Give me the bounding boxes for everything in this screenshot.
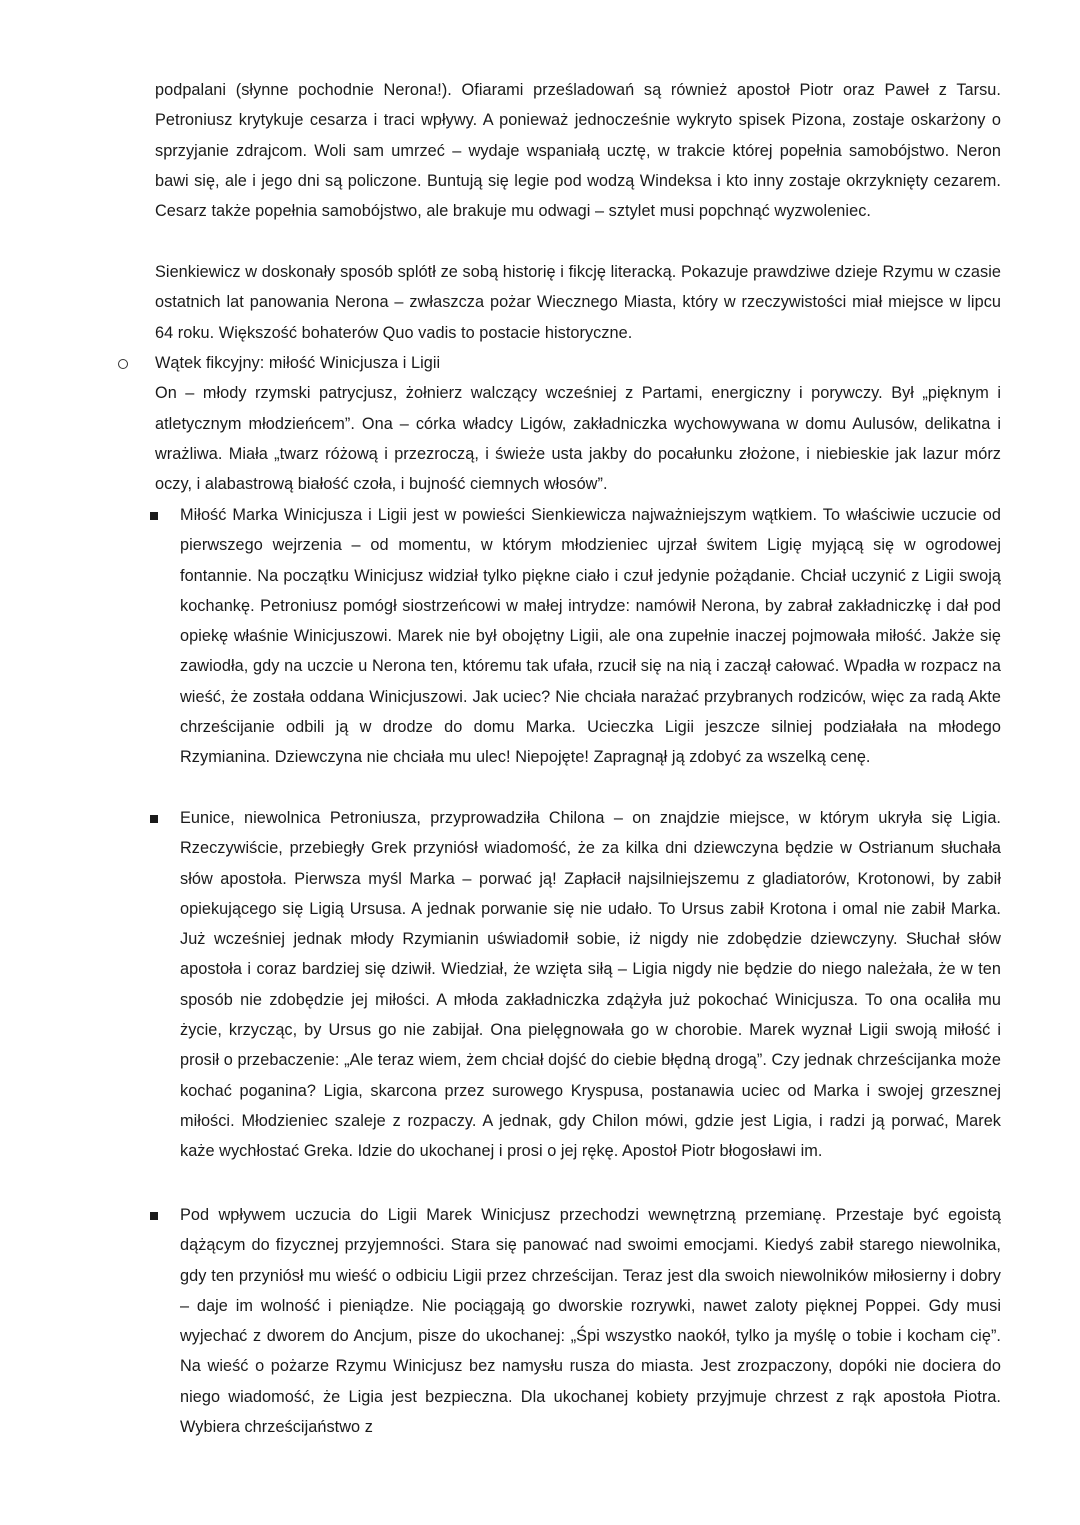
- list-item-text: Eunice, niewolnica Petroniusza, przyprowadziła Chilona – on znajdzie miejsce, w którym ukryła się Ligia. Rzeczywiście, przebiegły Grek przyniósł wiadomość, że za kilka dni dziewczyna będzie w Ostrianum słuchała słów apostoła. Pierwsza myśl Marka – porwać ją! Zapłacił najsilniejszemu z gladiatorów, Krotonowi, by zabił opiekującego się Ligią Ursusa. A jednak porwanie się nie udało. To Ursus zabił Krotona i omal nie zabił Marka. Już wcześniej jednak młody Rzymianin uświadomił sobie, iż nigdy nie zdobędzie dziewczyny. Słuchał słów apostoła i coraz bardziej się dziwił. Wiedział, że wzięta siłą – Ligia nigdy nie będzie do niego należała, że w ten sposób nie zdobędzie jej miłości. A młoda zakładniczka zdążyła już pokochać Winicjusza. To ona ocaliła mu życie, krzycząc, by Ursus go nie zabijał. Ona pielęgnowała go w chorobie. Marek wyznał Ligii swoją miłość i prosił o przebaczenie: „Ale teraz wiem, żem chciał dojść do ciebie błędną drogą”. Czy jednak chrześcijanka może kochać poganina? Ligia, skarcona przez surowego Kryspusa, postanawia uciec od Marka i swojej grzesznej miłości. Młodzieniec szaleje z rozpaczy. A jednak, gdy Chilon mówi, gdzie jest Ligia, i radzi ją porwać, Marek każe wychłostać Greka. Idzie do ukochanej i prosi o jej rękę. Apostoł Piotr błogosławi im.: [180, 809, 1001, 1161]
- paragraph-characters: On – młody rzymski patrycjusz, żołnierz walczący wcześniej z Partami, energiczny i porywczy. Był „pięknym i atletycznym młodzieńcem”. Ona – córka władcy Ligów, zakładniczka wychowywana w domu Aulusów, delikatna i wrażliwa. Miała „twarz różową i przezroczą, i świeże usta jakby do pocałunku złożone, i niebieskie jak lazur mórz oczy, i alabastrową białość czoła, i bujność ciemnych włosów”.: [155, 384, 1001, 494]
- list-item-transformation: [180, 1200, 1001, 1442]
- paragraph-text: podpalani (słynne pochodnie Nerona!). Ofiarami prześladowań są również apostoł Piotr oraz Paweł z Tarsu. Petroniusz krytykuje cesarza i traci wpływy. A ponieważ jednocześnie wykryto spisek Pizona, zostaje oskarżony o sprzyjanie zdrajcom. Woli sam umrzeć – wydaje wspaniałą ucztę, w trakcie której popełnia samobójstwo. Neron bawi się, ale i jego dni są policzone. Buntują się legie pod wodzą Windeksa i kto inny zostaje okrzyknięty cezarem. Cesarz także popełnia samobójstwo, ale brakuje mu odwagi – sztylet musi popchnąć wyzwoleniec.: [155, 81, 1001, 221]
- paragraph-history-and-fiction: [155, 257, 1001, 348]
- list-item-love-story: [180, 500, 1001, 773]
- paragraph-neron-downfall: [155, 75, 1001, 226]
- section-fictional-plot: [155, 348, 1001, 499]
- section-heading: Wątek fikcyjny: miłość Winicjusza i Ligii: [155, 354, 441, 372]
- list-item-text: Pod wpływem uczucia do Ligii Marek Winicjusz przechodzi wewnętrzną przemianę. Przestaje być egoistą dążącym do fizycznej przyjemności. Stara się panować nad swoimi emocjami. Kiedyś zabił starego niewolnika, gdy ten przyniósł mu wieść o odbiciu Ligii przez chrześcijan. Teraz jest dla swoich niewolników miłosierny i dobry – daje im wolność i pieniądze. Nie pociągają go dworskie rozrywki, nawet zaloty pięknej Poppei. Gdy musi wyjechać z dworem do Ancjum, pisze do ukochanej: „Śpi wszystko naokół, tylko ja myślę o tobie i kocham cię”. Na wieść o pożarze Rzymu Winicjusz bez namysłu rusza do miasta. Jest zrozpaczony, dopóki nie dociera do niego wiadomość, że Ligia jest bezpieczna. Dla ukochanej kobiety przyjmuje chrzest z rąk apostoła Piotra. Wybiera chrześcijaństwo z: [180, 1206, 1001, 1437]
- square-bullet-icon: [150, 1212, 158, 1220]
- paragraph-text: Sienkiewicz w doskonały sposób splótł ze sobą historię i fikcję literacką. Pokazuje prawdziwe dzieje Rzymu w czasie ostatnich lat panowania Nerona – zwłaszcza pożar Wiecznego Miasta, który w rzeczywistości miał miejsce w lipcu 64 roku. Większość bohaterów Quo vadis to postacie historyczne.: [155, 263, 1001, 342]
- list-item-eunice-chilon: [180, 803, 1001, 1167]
- square-bullet-icon: [150, 512, 158, 520]
- square-bullet-icon: [150, 815, 158, 823]
- list-item-text: Miłość Marka Winicjusza i Ligii jest w powieści Sienkiewicza najważniejszym wątkiem. To właściwie uczucie od pierwszego wejrzenia – od momentu, w którym młodzieniec ujrzał świtem Ligię myjącą się w ogrodowej fontannie. Na początku Winicjusz widział tylko piękne ciało i czuł jedynie pożądanie. Chciał uczynić z Ligii swoją kochankę. Petroniusz pomógł siostrzeńcowi w małej intrydze: namówił Nerona, by zabrał zakładniczkę i dał pod opiekę właśnie Winicjuszowi. Marek nie był obojętny Ligii, ale ona zupełnie inaczej pojmowała miłość. Jakże się zawiodła, gdy na uczcie u Nerona ten, któremu tak ufała, rzucił się na nią i zaczął całować. Wpadła w rozpacz na wieść, że została oddana Winicjuszowi. Jak uciec? Nie chciała narażać przybranych rodziców, więc za radą Akte chrześcijanie odbili ją w drodze do domu Marka. Ucieczka Ligii jeszcze silniej podziałała na młodego Rzymianina. Dziewczyna nie chciała mu ulec! Niepojęte! Zapragnął ją zdobyć za wszelką cenę.: [180, 506, 1001, 767]
- circle-bullet-icon: [118, 359, 128, 369]
